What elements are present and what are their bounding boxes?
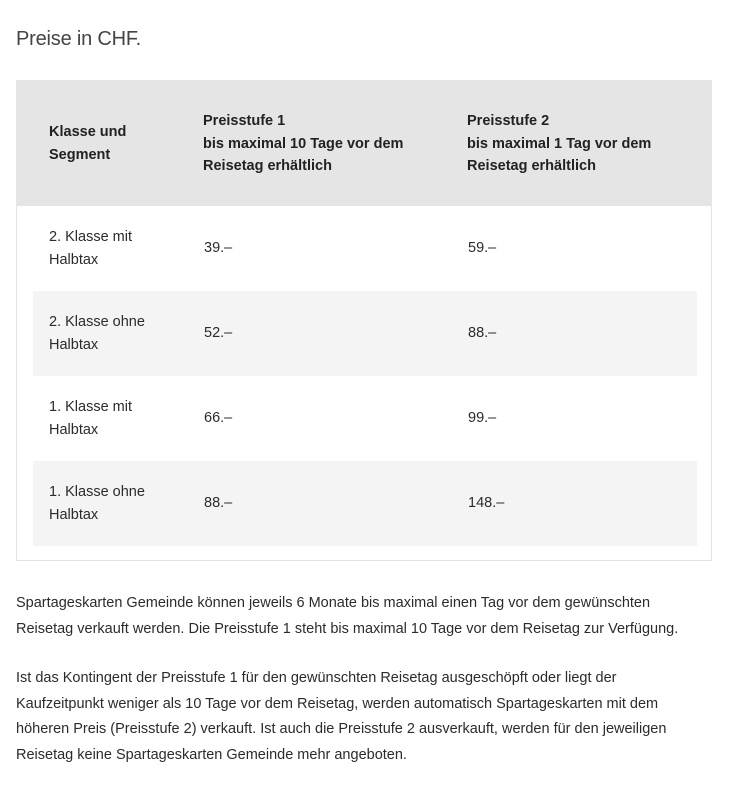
price-level-1-cell: 88.– xyxy=(204,495,233,511)
header-price-level-2-line2: bis maximal 1 Tag vor dem xyxy=(467,135,652,152)
price-level-2-cell: 148.– xyxy=(468,495,505,511)
header-segment-line1: Klasse und xyxy=(49,124,127,140)
paragraph-line: Spartageskarten Gemeinde können jeweils 6 Monate bis maximal einen Tag vor dem gewünschten xyxy=(16,595,651,611)
header-price-level-1-line2: bis maximal 10 Tage vor dem xyxy=(203,135,404,152)
price-level-2-cell: 59.– xyxy=(468,240,497,256)
segment-line1: 2. Klasse mit xyxy=(49,229,132,245)
table-row xyxy=(33,291,697,376)
segment-line2: Halbtax xyxy=(49,337,99,353)
segment-cell xyxy=(49,311,179,357)
segment-cell xyxy=(49,481,179,527)
table-row xyxy=(33,206,697,291)
table-header xyxy=(16,80,712,206)
price-level-1-cell: 39.– xyxy=(204,240,233,256)
paragraph-line: höheren Preis (Preisstufe 2) verkauft. Ist auch die Preisstufe 2 ausverkauft, werden für den jeweiligen xyxy=(16,721,667,737)
segment-line1: 1. Klasse mit xyxy=(49,399,132,415)
table-row xyxy=(33,461,697,546)
price-table xyxy=(16,80,712,561)
segment-cell xyxy=(49,226,179,272)
header-segment-line2: Segment xyxy=(49,146,111,163)
price-level-1-cell: 52.– xyxy=(204,325,233,341)
header-price-level-2-line1: Preisstufe 2 xyxy=(467,113,550,129)
paragraph-line: Kaufzeitpunkt weniger als 10 Tage vor dem Reisetag, werden automatisch Spartageskarten mit dem xyxy=(16,695,659,712)
table-row xyxy=(33,376,697,461)
header-price-level-2 xyxy=(467,110,707,178)
header-price-level-1-line1: Preisstufe 1 xyxy=(203,113,286,129)
header-price-level-2-line3: Reisetag erhältlich xyxy=(467,158,596,174)
paragraph-sales-period xyxy=(16,591,716,642)
price-level-2-cell: 99.– xyxy=(468,410,497,426)
header-price-level-1 xyxy=(203,110,453,178)
segment-line2: Halbtax xyxy=(49,252,99,268)
segment-line2: Halbtax xyxy=(49,422,99,438)
paragraph-contingent xyxy=(16,666,716,768)
segment-line2: Halbtax xyxy=(49,507,99,523)
segment-line1: 2. Klasse ohne xyxy=(49,314,145,330)
page-title: Preise in CHF. xyxy=(16,28,142,50)
header-price-level-1-line3: Reisetag erhältlich xyxy=(203,158,332,174)
price-level-1-cell: 66.– xyxy=(204,410,233,426)
paragraph-line: Ist das Kontingent der Preisstufe 1 für den gewünschten Reisetag ausgeschöpft oder liegt der xyxy=(16,670,617,686)
paragraph-line: Reisetag keine Spartageskarten Gemeinde mehr angeboten. xyxy=(16,746,407,763)
paragraph-line: Reisetag verkauft werden. Die Preisstufe 1 steht bis maximal 10 Tage vor dem Reisetag zur Verfügung. xyxy=(16,620,679,637)
price-level-2-cell: 88.– xyxy=(468,325,497,341)
segment-line1: 1. Klasse ohne xyxy=(49,484,145,500)
header-segment xyxy=(49,121,179,166)
segment-cell xyxy=(49,396,179,442)
